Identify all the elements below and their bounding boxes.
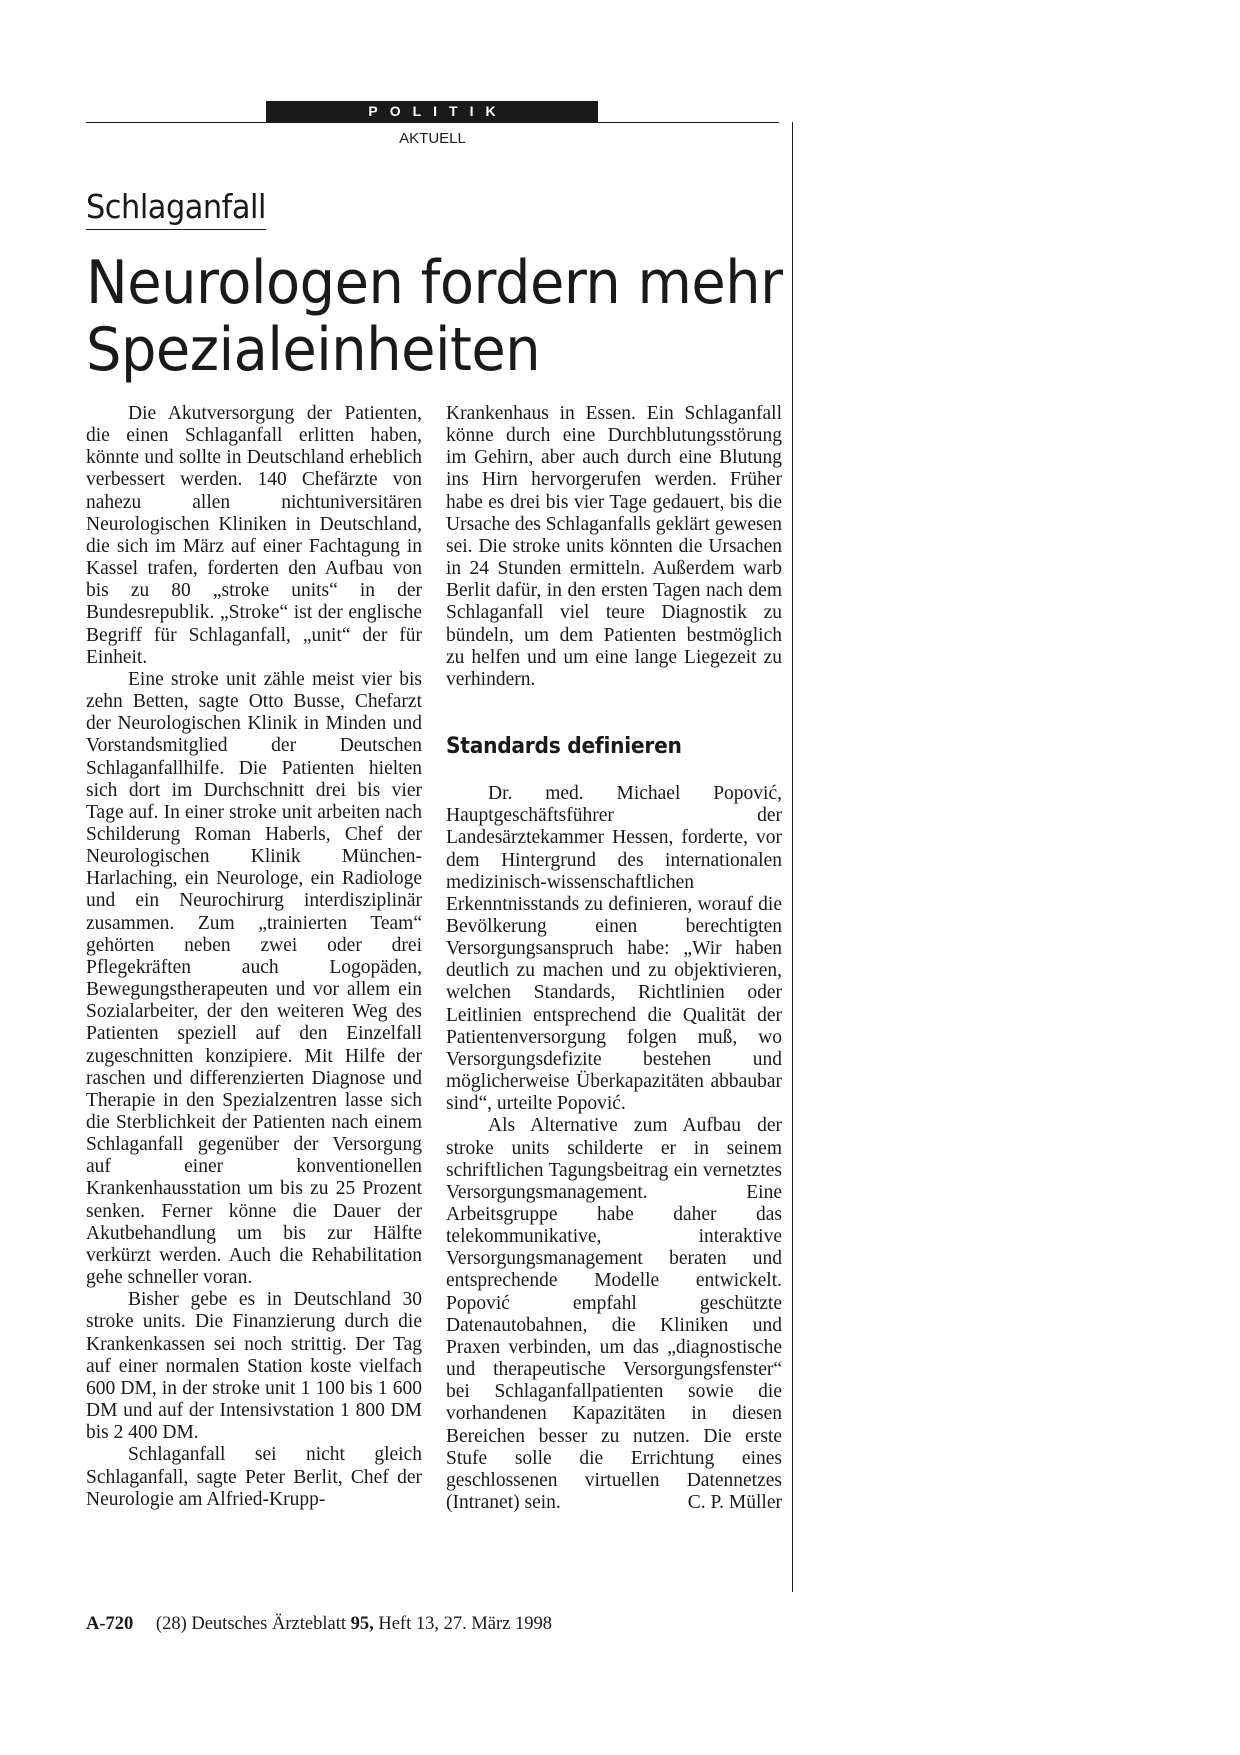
rubric-bar: POLITIK [266, 101, 598, 122]
article-headline [86, 250, 793, 384]
paragraph: Dr. med. Michael Popović, Hauptgeschäftsführer der Landesärztekammer Hessen, forderte, vor dem Hintergrund des internationalen medizinisch-wissenschaftlichen Erkenntnisstands zu definieren, worauf die Bevölkerung einen berechtigten Versorgungsanspruch habe: „Wir haben deutlich zu machen und zu objektivieren, welchen Standards, Richtlinien oder Leitlinien entsprechend die Qualität der Patientenversorgung folgen muß, wo Versorgungsdefizite bestehen und möglicherweise Überkapazitäten abbaubar sind“, urteilte Popović. [446, 783, 782, 1115]
spacer [446, 691, 782, 734]
paragraph: Eine stroke unit zähle meist vier bis zehn Betten, sagte Otto Busse, Chefarzt der Neurologischen Klinik in Minden und Vorstandsmitglied der Deutschen Schlaganfallhilfe. Die Patienten hielten sich dort im Durchschnitt drei bis vier Tage auf. In einer stroke unit arbeiten nach Schilderung Roman Haberls, Chef der Neurologischen Klinik München-Harlaching, ein Neurologe, ein Radiologe und ein Neurochirurg interdisziplinär zusammen. Zum „trainierten Team“ gehörten neben zwei oder drei Pflegekräften auch Logopäden, Bewegungstherapeuten und vor allem ein Sozialarbeiter, der den weiteren Weg des Patienten speziell auf den Einzelfall zugeschnitten konzipiere. Mit Hilfe der raschen und differenzierten Diagnose und Therapie in den Spezialzentren lasse sich die Sterblichkeit der Patienten nach einem Schlaganfall gegenüber der Versorgung auf einer konventionellen Krankenhausstation um bis zu 25 Prozent senken. Ferner könne die Dauer der Akutbehandlung um bis zur Hälfte verkürzt werden. Auch die Rehabilitation gehe schneller voran. [86, 668, 422, 1289]
footer-issue-suffix: Heft 13, 27. März 1998 [378, 1614, 553, 1634]
left-column [86, 403, 422, 1511]
page-footer [86, 1612, 552, 1636]
rubric-rule [86, 122, 779, 123]
paragraph: Schlaganfall sei nicht gleich Schlaganfall, sagte Peter Berlit, Chef der Neurologie am Alfried-Krupp- [86, 1444, 422, 1510]
paragraph-last [446, 1115, 782, 1514]
article-kicker: Schlaganfall [86, 186, 266, 230]
footer-issue-prefix: (28) Deutsches Ärzteblatt [155, 1614, 346, 1634]
headline-line-1: Neurologen fordern mehr [86, 248, 783, 318]
author-byline: C. P. Müller [687, 1492, 782, 1514]
subrubric: AKTUELL [399, 130, 466, 147]
subheading: Standards definieren [446, 734, 682, 760]
paragraph: Bisher gebe es in Deutschland 30 stroke units. Die Finanzierung durch die Krankenkassen sei noch strittig. Der Tag auf einer normalen Station koste vielfach 600 DM, in der stroke unit 1 100 bis 1 600 DM und auf der Intensivstation 1 800 DM bis 2 400 DM. [86, 1289, 422, 1444]
right-column [446, 403, 782, 1514]
spacer [446, 760, 782, 783]
paragraph: Die Akutversorgung der Patienten, die einen Schlaganfall erlitten haben, könnte und sollte in Deutschland erheblich verbessert werden. 140 Chefärzte von nahezu allen nichtuniversitären Neurologischen Kliniken in Deutschland, die sich im März auf einer Fachtagung in Kassel trafen, forderten den Aufbau von bis zu 80 „stroke units“ in der Bundesrepublik. „Stroke“ ist der englische Begriff für Schlaganfall, „unit“ der für Einheit. [86, 403, 422, 668]
paragraph-text: Als Alternative zum Aufbau der stroke units schilderte er in seinem schriftlichen Tagungsbeitrag ein vernetztes Versorgungsmanagement. Eine Arbeitsgruppe habe daher das telekommunikative, interaktive Versorgungsmanagement beraten und entsprechende Modelle entwickelt. Popović empfahl geschützte Datenautobahnen, die Kliniken und Praxen verbinden, um das „diagnostische und therapeutische Versorgungsfenster“ bei Schlaganfallpatienten sowie die vorhandenen Kapazitäten in diesen Bereichen besser zu nutzen. Die erste Stufe solle die Errichtung eines geschlossenen virtuellen Datennetzes (Intranet) sein. [446, 1115, 782, 1514]
page-number: A-720 [86, 1614, 134, 1634]
footer-volume: 95, [350, 1614, 374, 1634]
headline-line-2: Spezialeinheiten [86, 315, 541, 385]
paragraph-continuation: Krankenhaus in Essen. Ein Schlaganfall könne durch eine Durchblutungsstörung im Gehirn, aber auch durch eine Blutung ins Hirn hervorgerufen werden. Früher habe es drei bis vier Tage gedauert, bis die Ursache des Schlaganfalls geklärt gewesen sei. Die stroke units könnten die Ursachen in 24 Stunden ermitteln. Außerdem warb Berlit dafür, in den ersten Tagen nach dem Schlaganfall viel teure Diagnostik zu bündeln, um dem Patienten bestmöglich zu helfen und um eine lange Liegezeit zu verhindern. [446, 403, 782, 690]
